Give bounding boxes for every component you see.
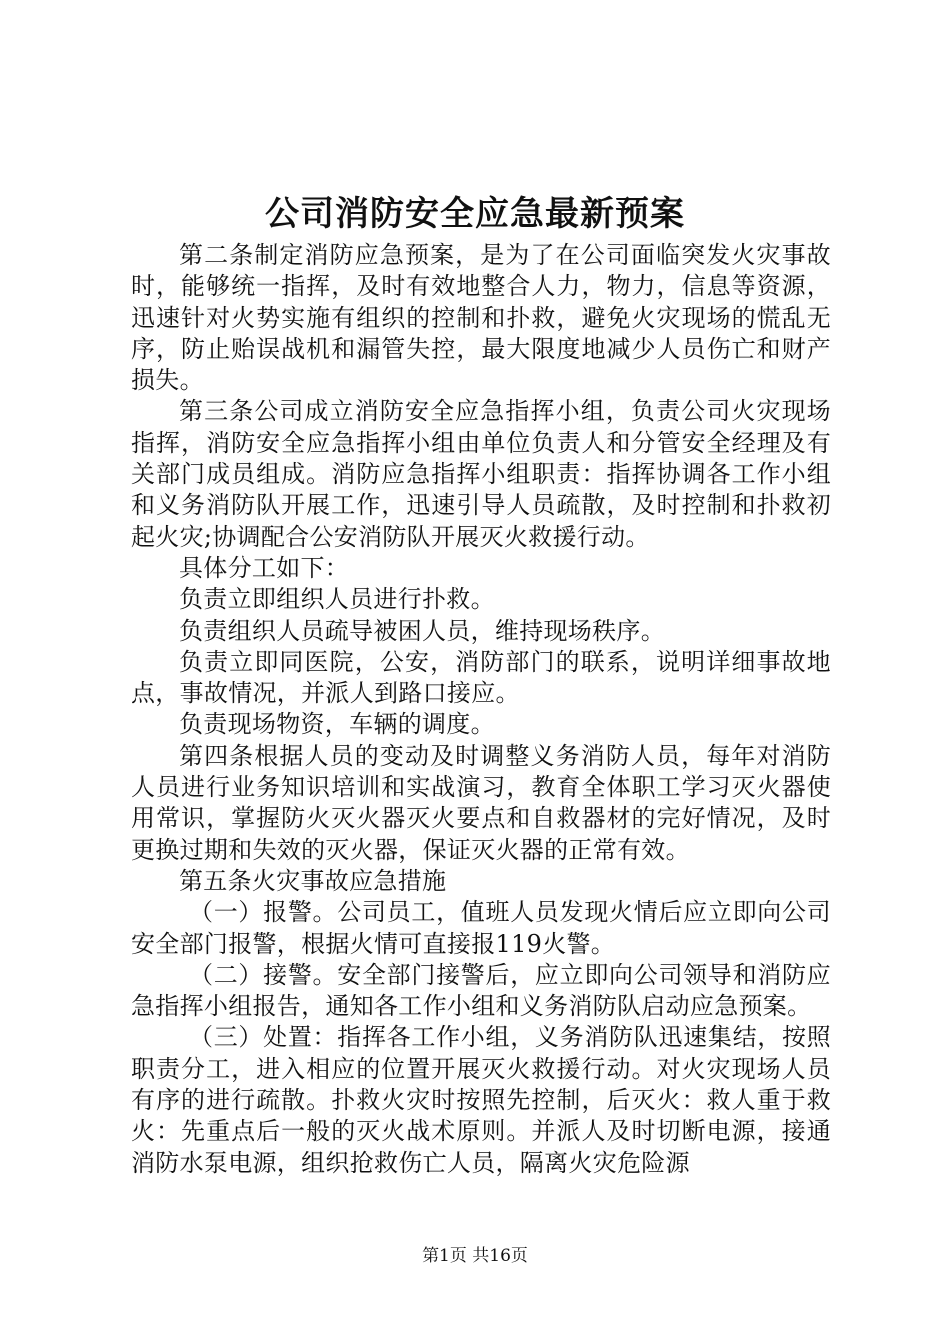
document-title: 公司消防安全应急最新预案 [265, 194, 685, 234]
paragraph-duty-2: 负责组织人员疏导被困人员，维持现场秩序。 [179, 616, 665, 645]
paragraph-duty-1: 负责立即组织人员进行扑救。 [179, 585, 495, 614]
paragraph-article-5: 第五条火灾事故应急措施 [179, 866, 447, 895]
paragraph-division-heading: 具体分工如下： [179, 553, 350, 582]
paragraph-duty-3: 负责立即同医院，公安，消防部门的联系，说明详细事故地点，事故情况，并派人到路口接应。 [131, 647, 831, 708]
paragraph-receive-alarm: （二）接警。安全部门接警后，应立即向公司领导和消防应急指挥小组报告，通知各工作小组和义务消防队启动应急预案。 [131, 960, 831, 1021]
page-footer: 第1页 共16页 [422, 1246, 528, 1266]
paragraph-alarm: （一）报警。公司员工，值班人员发现火情后应立即向公司安全部门报警，根据火情可直接报119火警。 [131, 898, 831, 958]
paragraph-article-4: 第四条根据人员的变动及时调整义务消防人员，每年对消防人员进行业务知识培训和实战演习，教育全体职工学习灭火器使用常识，掌握防火灭火器灭火要点和自救器材的完好情况，及时更换过期和失效的灭火器，保证灭火器的正常有效。 [131, 741, 831, 864]
paragraph-disposal: （三）处置：指挥各工作小组，义务消防队迅速集结，按照职责分工，进入相应的位置开展灭火救援行动。对火灾现场人员有序的进行疏散。扑救火灾时按照先控制，后灭火：救人重于救火：先重点后一般的灭火战术原则。并派人及时切断电源，接通消防水泵电源，组织抢救伤亡人员，隔离火灾危险源 [131, 1023, 831, 1177]
document-body [131, 240, 831, 1179]
paragraph-article-2: 第二条制定消防应急预案，是为了在公司面临突发火灾事故时，能够统一指挥，及时有效地整合人力，物力，信息等资源，迅速针对火势实施有组织的控制和扑救，避免火灾现场的慌乱无序，防止贻误战机和漏管失控，最大限度地减少人员伤亡和财产损失。 [131, 241, 831, 395]
paragraph-article-3: 第三条公司成立消防安全应急指挥小组，负责公司火灾现场指挥，消防安全应急指挥小组由单位负责人和分管安全经理及有关部门成员组成。消防应急指挥小组职责：指挥协调各工作小组和义务消防队开展工作，迅速引导人员疏散，及时控制和扑救初起火灾;协调配合公安消防队开展灭火救援行动。 [131, 397, 831, 551]
paragraph-duty-4: 负责现场物资，车辆的调度。 [179, 710, 495, 739]
